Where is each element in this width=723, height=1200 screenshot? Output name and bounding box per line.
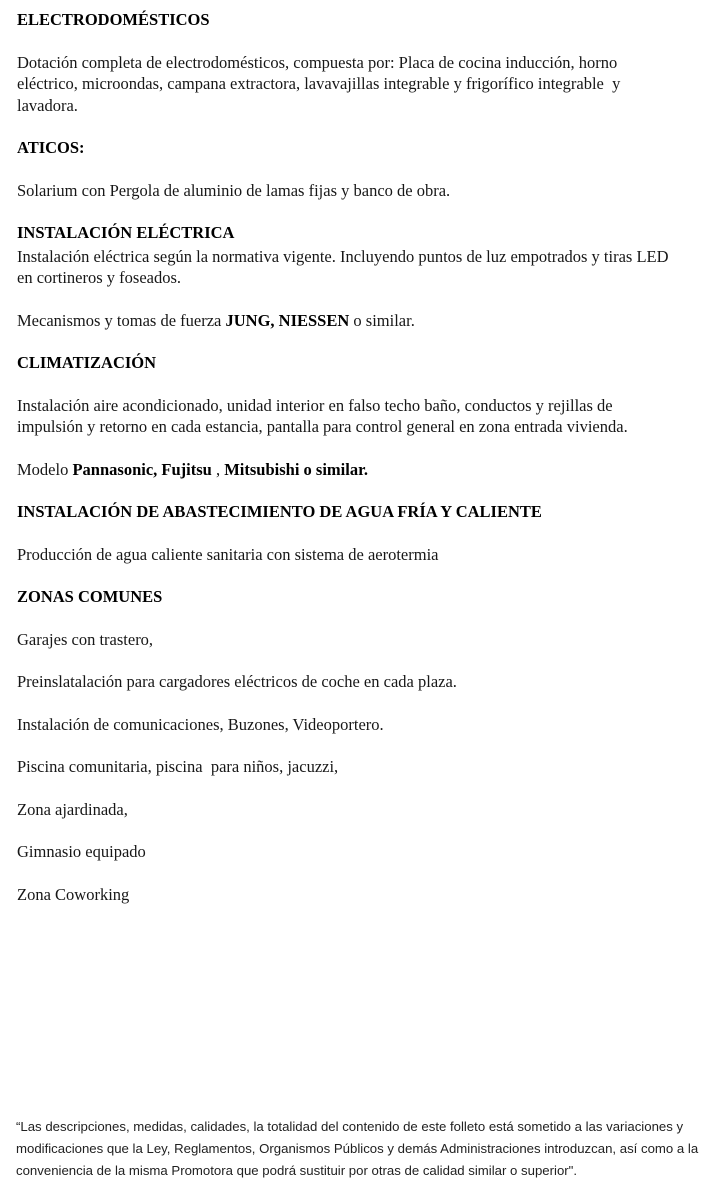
section-heading: ELECTRODOMÉSTICOS [17,10,210,29]
paragraph [17,310,679,332]
paragraph-text: o similar. [349,310,415,330]
paragraph: Producción de agua caliente sanitaria con sistema de aerotermia [17,544,439,564]
paragraph: Zona Coworking [17,884,130,904]
disclaimer-note: “Las descripciones, medidas, calidades, la totalidad del contenido de este folleto está sometido a las variaciones y modificaciones que la Ley, Reglamentos, Organismos Públicos y demás Administraciones introduzcan, así como a la conveniencia de la misma Promotora que podrá sustituir por otras de calidad similar o superior". [16,1119,702,1178]
paragraph: Piscina comunitaria, piscina para niños, jacuzzi, [17,757,339,776]
paragraph [17,459,679,481]
paragraph: Zona ajardinada, [17,799,128,819]
paragraph: Instalación de comunicaciones, Buzones, Videoportero. [17,714,384,734]
section-heading: INSTALACIÓN DE ABASTECIMIENTO DE AGUA FRÍA Y CALIENTE [17,502,542,521]
paragraph: Garajes con trastero, [17,629,154,649]
paragraph: Instalación aire acondicionado, unidad interior en falso techo baño, conductos y rejillas de impulsión y retorno en cada estancia, pantalla para control general en zona entrada vivienda. [17,395,628,436]
section-heading: ZONAS COMUNES [17,587,163,606]
section-heading: ATICOS: [17,138,85,157]
document-content [17,9,679,926]
paragraph-text: , [215,459,225,479]
paragraph-text: Mecanismos y tomas de fuerza [17,310,226,330]
paragraph: Gimnasio equipado [17,842,146,861]
paragraph: Solarium con Pergola de aluminio de lamas fijas y banco de obra. [17,180,451,200]
brand-name-text: Mitsubishi o similar. [224,459,369,479]
section-heading: CLIMATIZACIÓN [17,353,157,372]
paragraph-text: Modelo [17,459,73,479]
paragraph: Preinslatalación para cargadores eléctricos de coche en cada plaza. [17,672,457,691]
paragraph: Dotación completa de electrodomésticos, compuesta por: Placa de cocina inducción, horno eléctrico, microondas, campana extractora, lavavajillas integrable y frigorífico integrable y lavadora. [17,52,625,115]
brand-name-text: JUNG, NIESSEN [225,310,350,330]
brand-name-text: Pannasonic, Fujitsu [72,459,216,479]
section-heading: INSTALACIÓN ELÉCTRICA [17,223,235,242]
paragraph: Instalación eléctrica según la normativa vigente. Incluyendo puntos de luz empotrados y tiras LED en cortineros y foseados. [17,246,673,287]
